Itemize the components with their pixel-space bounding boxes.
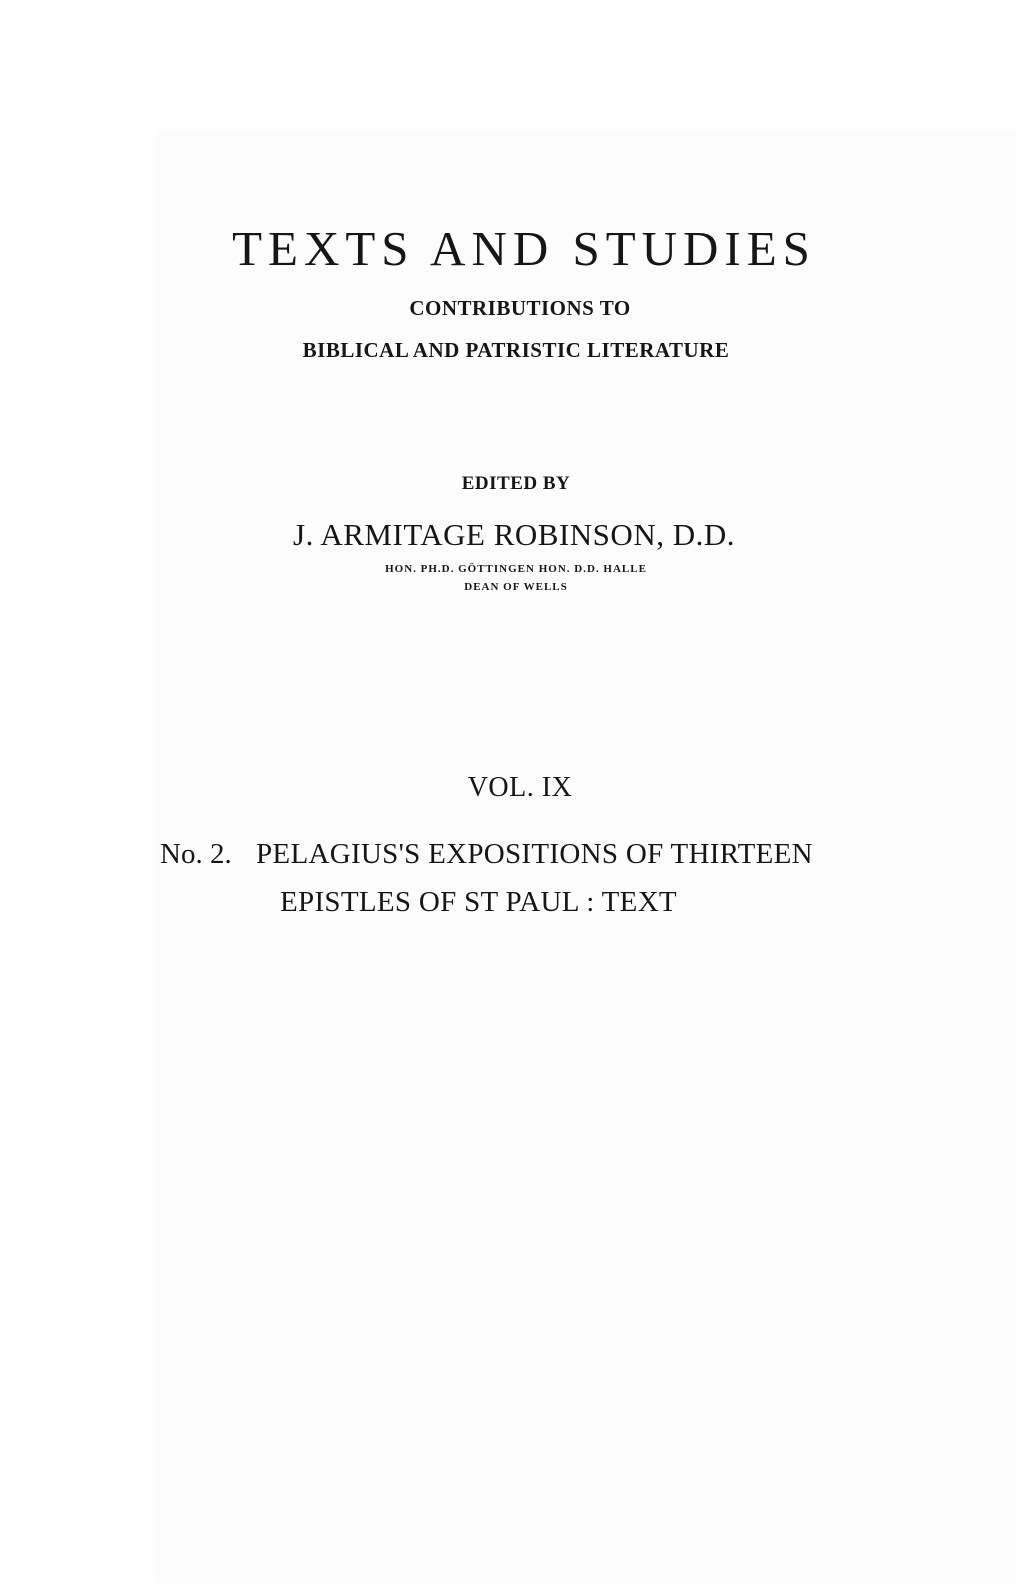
series-subtitle-line-2: BIBLICAL AND PATRISTIC LITERATURE xyxy=(302,338,730,362)
editor-credentials-line-2: DEAN OF WELLS xyxy=(464,581,568,593)
series-title: TEXTS AND STUDIES xyxy=(232,221,816,276)
series-subtitle-line-1: CONTRIBUTIONS TO xyxy=(409,296,631,320)
volume-title-line-1: PELAGIUS'S EXPOSITIONS OF THIRTEEN xyxy=(256,838,813,870)
editor-name: J. ARMITAGE ROBINSON, D.D. xyxy=(293,517,735,552)
volume-label: VOL. IX xyxy=(467,772,573,803)
editor-credentials-line-1: HON. PH.D. GÖTTINGEN HON. D.D. HALLE xyxy=(385,563,647,575)
volume-number-label: No. 2. xyxy=(160,838,232,870)
edited-by-label: EDITED BY xyxy=(461,473,571,494)
volume-number-title xyxy=(160,838,813,918)
volume-title-line-2: EPISTLES OF ST PAUL : TEXT xyxy=(280,886,677,918)
